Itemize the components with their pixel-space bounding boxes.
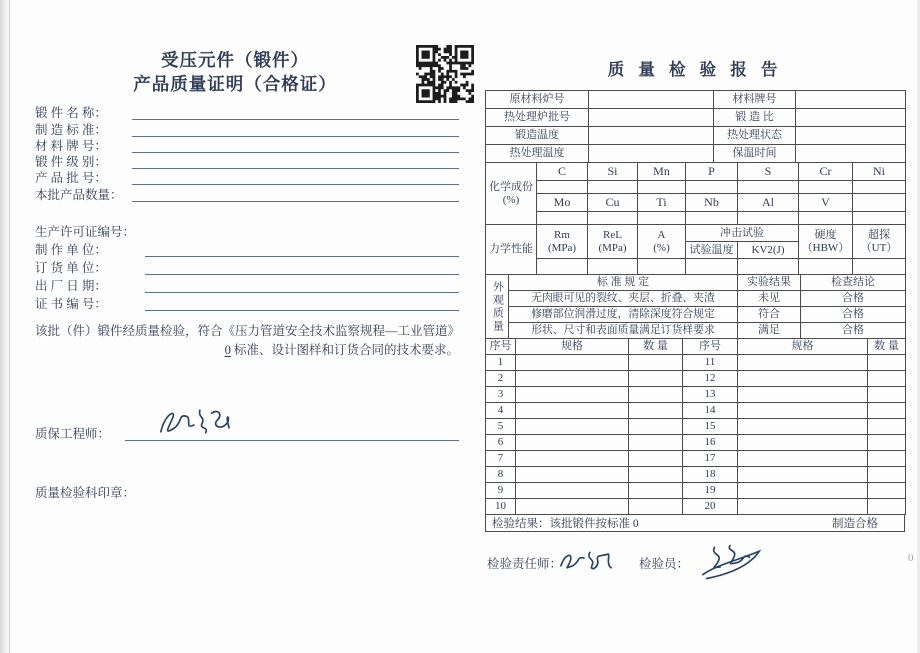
field-label: 订 货 单 位： (35, 261, 107, 275)
header-line: ReL (603, 228, 622, 241)
impact-test-header: 冲击试验 (686, 225, 799, 242)
mechanical-value-cell (738, 259, 799, 275)
blank-fill-line (132, 171, 459, 185)
qa-signature-line (125, 425, 459, 441)
spec-cell (516, 419, 629, 435)
blank-fill-line (145, 243, 459, 257)
spec-cell (738, 387, 868, 403)
element-symbol: Cu (588, 194, 638, 212)
mechanical-header-rm (537, 225, 588, 259)
header-line: Rm (554, 228, 570, 241)
info-row (486, 145, 906, 163)
col-header: 规格 (516, 339, 629, 355)
report-footer (487, 546, 917, 598)
qty-cell (629, 355, 683, 371)
row-number: 16 (683, 435, 738, 451)
blank-fill-line (132, 155, 459, 169)
col-header: 序号 (486, 339, 516, 355)
qty-cell (868, 483, 906, 499)
element-symbol: Mo (537, 194, 588, 212)
field-label: 锻 件 名 称： (35, 106, 107, 121)
mechanical-value-cell (686, 259, 738, 275)
field-row (35, 275, 459, 293)
row-number: 10 (486, 499, 516, 515)
info-label: 锻造温度 (486, 127, 589, 145)
element-symbol: Cr (799, 163, 853, 181)
qty-cell (629, 435, 683, 451)
spec-cell (516, 371, 629, 387)
row-number: 6 (486, 435, 516, 451)
info-label: 保温时间 (714, 145, 796, 163)
mechanical-value-cell (588, 259, 638, 275)
appearance-result: 未见 (738, 291, 801, 307)
qty-cell (868, 355, 906, 371)
field-row (35, 239, 459, 257)
qa-engineer-signature (155, 402, 233, 444)
appearance-result: 满足 (738, 323, 801, 339)
field-label: 材 料 牌 号： (35, 138, 107, 153)
appearance-row (486, 291, 906, 307)
spec-row (486, 499, 906, 515)
field-label: 出 厂 日 期： (35, 279, 107, 293)
certificate-title-line1: 受压元件（锻件） (161, 50, 309, 70)
spec-cell (738, 451, 868, 467)
row-number: 2 (486, 371, 516, 387)
certificate-field-group-2 (35, 221, 459, 311)
standard-number: 0 (224, 342, 231, 357)
appearance-spec: 无肉眼可见的裂纹、夹层、折叠、夹渣 (509, 291, 738, 307)
chemistry-elements-row (486, 163, 906, 181)
appearance-spec: 形状、尺寸和表面质量满足订货样要求 (509, 323, 738, 339)
spec-cell (738, 483, 868, 499)
chemistry-label-line1: 化学成份 (489, 180, 533, 193)
conformity-statement (35, 322, 459, 359)
element-symbol: Si (588, 163, 638, 181)
spec-cell (738, 435, 868, 451)
certificate-title (55, 48, 415, 96)
row-number: 13 (683, 387, 738, 403)
qty-cell (868, 371, 906, 387)
spec-cell (738, 499, 868, 515)
hardness-header (799, 225, 853, 259)
appearance-table (485, 274, 906, 339)
lead-inspector-label: 检验责任师： (487, 557, 563, 571)
qty-cell (629, 499, 683, 515)
spec-cell (738, 419, 868, 435)
element-symbol: V (799, 194, 853, 212)
spec-row (486, 483, 906, 499)
spec-row (486, 355, 906, 371)
test-result-header: 实验结果 (738, 275, 801, 291)
element-symbol: Ti (638, 194, 686, 212)
row-number: 5 (486, 419, 516, 435)
qty-cell (868, 499, 906, 515)
element-symbol: Mn (638, 163, 686, 181)
conformity-statement-line2-text: 标准、设计图样和订货合同的技术要求。 (233, 342, 459, 357)
chemistry-value-cell (588, 212, 638, 225)
info-label: 锻 造 比 (714, 109, 796, 127)
field-row (35, 169, 459, 185)
header-line: (MPa) (598, 241, 627, 254)
appearance-section-label: 外观质量 (486, 275, 509, 339)
field-row (35, 137, 459, 153)
chemistry-values-row (486, 212, 906, 225)
row-number: 7 (486, 451, 516, 467)
spec-row (486, 435, 906, 451)
mechanical-values-row (486, 259, 906, 275)
impact-temp-header: 试验温度 (686, 242, 738, 259)
qty-cell (868, 451, 906, 467)
element-symbol: C (537, 163, 588, 181)
field-row (35, 221, 459, 239)
element-symbol: P (686, 163, 738, 181)
qty-cell (868, 435, 906, 451)
info-label: 材料牌号 (714, 91, 796, 109)
chemistry-value-cell (853, 181, 906, 194)
row-number: 12 (683, 371, 738, 387)
qty-cell (629, 419, 683, 435)
inspection-result-text: 检验结果：该批锻件按标准 0 (492, 518, 639, 530)
info-row (486, 109, 906, 127)
impact-kv2-header: KV2(J) (738, 242, 799, 259)
spec-list-header-row (486, 339, 906, 355)
info-value-cell (796, 127, 906, 145)
conformity-statement-line2 (35, 341, 459, 360)
blank-fill-line (132, 188, 459, 202)
spec-row (486, 387, 906, 403)
appearance-row (486, 323, 906, 339)
info-value-cell (796, 109, 906, 127)
field-row (35, 153, 459, 169)
col-header: 数 量 (629, 339, 683, 355)
chemistry-elements-row (486, 194, 906, 212)
field-label: 产 品 批 号： (35, 171, 107, 186)
chemistry-values-row (486, 181, 906, 194)
element-symbol: Nb (686, 194, 738, 212)
certificate-title-line2: 产品质量证明（合格证） (133, 74, 337, 94)
appearance-result: 符合 (738, 307, 801, 323)
mechanical-header-rel (588, 225, 638, 259)
info-value-cell (589, 145, 714, 163)
blank-fill-line (145, 279, 459, 293)
spec-cell (516, 387, 629, 403)
mechanical-value-cell (638, 259, 686, 275)
spec-cell (516, 483, 629, 499)
standard-spec-header: 标 准 规 定 (509, 275, 738, 291)
spec-cell (738, 403, 868, 419)
blank-fill-line (132, 123, 459, 137)
info-value-cell (589, 127, 714, 145)
blank-fill-line (132, 139, 459, 153)
header-line: （HBW） (801, 241, 850, 254)
row-number: 8 (486, 467, 516, 483)
qr-code-icon (416, 45, 474, 103)
inspection-seal-label: 质量检验科印章： (35, 486, 136, 500)
row-number: 15 (683, 419, 738, 435)
spec-cell (516, 403, 629, 419)
chemistry-value-cell (638, 212, 686, 225)
check-conclusion-header: 检查结论 (801, 275, 906, 291)
qty-cell (868, 403, 906, 419)
spec-list-table (485, 338, 906, 515)
qa-engineer-row (35, 408, 459, 441)
row-number: 4 (486, 403, 516, 419)
chemistry-section-label (486, 163, 537, 225)
mechanical-section-label: 力学性能 (486, 225, 537, 275)
chemistry-value-cell (638, 181, 686, 194)
chemistry-table (485, 162, 906, 225)
spec-cell (516, 451, 629, 467)
spec-cell (516, 355, 629, 371)
field-label: 本批产品数量： (35, 187, 123, 202)
header-line: 超探 (868, 228, 890, 241)
info-label: 热处理炉批号 (486, 109, 589, 127)
row-number: 19 (683, 483, 738, 499)
chemistry-value-cell (799, 212, 853, 225)
element-symbol: Ni (853, 163, 906, 181)
inspector-label: 检验员： (639, 557, 690, 571)
info-label: 热处理状态 (714, 127, 796, 145)
qty-cell (629, 483, 683, 499)
field-label: 证 书 编 号： (35, 297, 107, 311)
info-label: 热处理温度 (486, 145, 589, 163)
blank-fill-line (145, 261, 459, 275)
appearance-header-row (486, 275, 906, 291)
field-label: 制 作 单 位： (35, 243, 107, 257)
spec-row (486, 403, 906, 419)
mechanical-table (485, 224, 906, 275)
qty-cell (629, 451, 683, 467)
mechanical-value-cell (537, 259, 588, 275)
certificate-field-group-1 (35, 104, 459, 202)
header-line: A (657, 228, 666, 241)
scan-left-edge (0, 0, 10, 653)
inspection-result-row (485, 514, 905, 532)
row-number: 14 (683, 403, 738, 419)
stray-scan-mark: 0 (908, 552, 914, 564)
qty-cell (629, 467, 683, 483)
row-number: 1 (486, 355, 516, 371)
qty-cell (868, 419, 906, 435)
row-number: 9 (486, 483, 516, 499)
field-row (35, 120, 459, 136)
manufacture-qualified-text: 制造合格 (832, 518, 878, 530)
field-row (35, 293, 459, 311)
qty-cell (868, 387, 906, 403)
qty-cell (629, 371, 683, 387)
qty-cell (629, 387, 683, 403)
spec-row (486, 419, 906, 435)
appearance-row (486, 307, 906, 323)
col-header: 数 量 (868, 339, 906, 355)
appearance-spec: 修磨部位润滑过度，清除深度符合规定 (509, 307, 738, 323)
info-row (486, 91, 906, 109)
field-label: 生产许可证编号： (35, 225, 136, 239)
spec-cell (516, 499, 629, 515)
inspector-signature (697, 540, 765, 582)
info-row (486, 127, 906, 145)
header-line: (%) (653, 241, 670, 254)
row-number: 17 (683, 451, 738, 467)
header-line: (MPa) (547, 241, 577, 254)
lead-inspector-signature (557, 546, 615, 576)
info-label: 原材料炉号 (486, 91, 589, 109)
chemistry-value-cell (537, 181, 588, 194)
mechanical-value-cell (853, 259, 906, 275)
row-number: 11 (683, 355, 738, 371)
header-line: 硬度 (814, 228, 837, 241)
chemistry-value-cell (738, 181, 799, 194)
blank-fill-line (145, 297, 459, 311)
ut-header (853, 225, 906, 259)
info-value-cell (589, 91, 714, 109)
spec-row (486, 371, 906, 387)
chemistry-value-cell (588, 181, 638, 194)
field-row (35, 185, 459, 201)
info-value-cell (589, 109, 714, 127)
element-symbol (853, 194, 906, 212)
appearance-conclusion: 合格 (801, 291, 906, 307)
chemistry-value-cell (686, 212, 738, 225)
field-label: 锻 件 级 别： (35, 155, 107, 170)
appearance-conclusion: 合格 (801, 307, 906, 323)
mechanical-header-elongation (638, 225, 686, 259)
conformity-statement-line1: 该批（件）锻件经质量检验，符合《压力管道安全技术监察规程—工业管道》 (35, 324, 461, 338)
chemistry-value-cell (738, 212, 799, 225)
spec-row (486, 467, 906, 483)
col-header: 序号 (683, 339, 738, 355)
spec-cell (516, 467, 629, 483)
qr-code-icon (416, 45, 474, 103)
info-value-cell (796, 145, 906, 163)
report-tables (485, 90, 905, 532)
qty-cell (629, 403, 683, 419)
chemistry-label-line2: (%) (502, 193, 520, 206)
chemistry-value-cell (853, 212, 906, 225)
chemistry-value-cell (537, 212, 588, 225)
report-title: 质 量 检 验 报 告 (607, 60, 783, 79)
header-line: （UT） (860, 241, 898, 254)
spec-cell (516, 435, 629, 451)
chemistry-value-cell (799, 181, 853, 194)
blank-fill-line (132, 106, 459, 120)
qa-engineer-label: 质保工程师： (35, 427, 111, 441)
info-value-cell (796, 91, 906, 109)
field-label: 制 造 标 准： (35, 122, 107, 137)
col-header: 规格 (738, 339, 868, 355)
appearance-conclusion: 合格 (801, 323, 906, 339)
report-info-table (485, 90, 906, 163)
row-number: 18 (683, 467, 738, 483)
field-row (35, 257, 459, 275)
mechanical-value-cell (799, 259, 853, 275)
mechanical-header-row (486, 225, 906, 242)
spec-cell (738, 355, 868, 371)
spec-row (486, 451, 906, 467)
qty-cell (868, 467, 906, 483)
field-row (35, 104, 459, 120)
row-number: 3 (486, 387, 516, 403)
spec-cell (738, 467, 868, 483)
spec-cell (738, 371, 868, 387)
element-symbol: S (738, 163, 799, 181)
chemistry-value-cell (686, 181, 738, 194)
element-symbol: Al (738, 194, 799, 212)
row-number: 20 (683, 499, 738, 515)
